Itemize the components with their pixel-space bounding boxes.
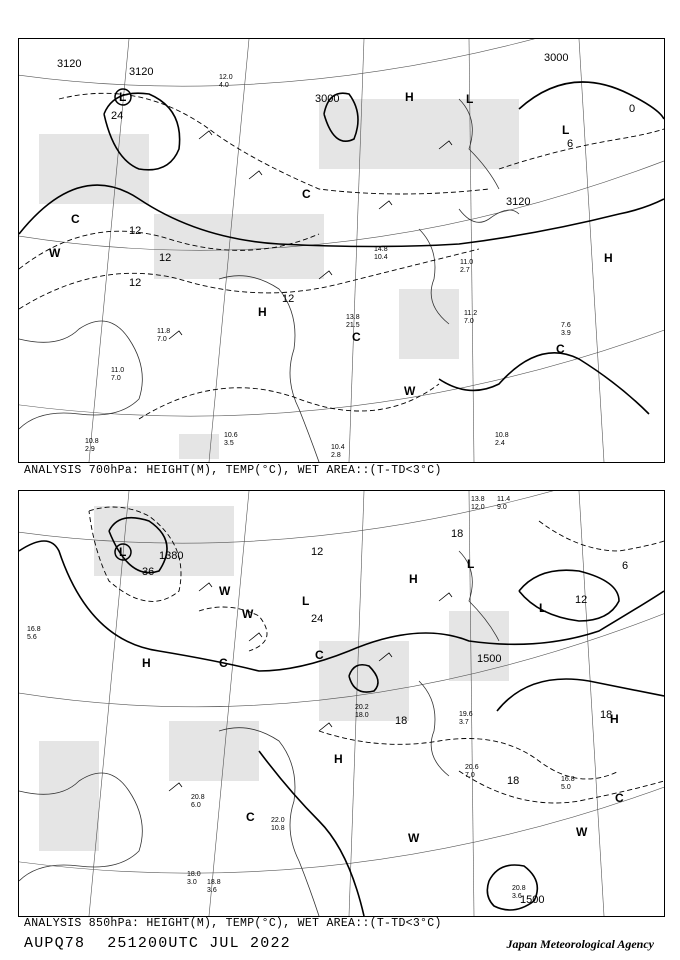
height-label: 3120 xyxy=(57,58,82,70)
warm-center-label: W xyxy=(404,384,416,398)
isotherm-label: 6 xyxy=(567,138,574,150)
cold-center-label: C xyxy=(246,810,255,824)
station-temp: 20.8 xyxy=(191,794,205,801)
station-dewpoint-depression: 3.6 xyxy=(207,887,217,894)
station-temp: 11.4 xyxy=(497,496,511,503)
isotherm-label: 6 xyxy=(622,560,629,572)
height-label: 3000 xyxy=(315,93,340,105)
isotherm-label: 36 xyxy=(142,566,155,578)
cold-center-label: C xyxy=(71,212,80,226)
low-center-label: L xyxy=(562,123,570,137)
station-temp: 11.0 xyxy=(111,367,125,374)
station-temp: 16.8 xyxy=(27,626,41,633)
warm-center-label: W xyxy=(49,246,61,260)
agency-name: Japan Meteorological Agency xyxy=(506,937,654,951)
isotherm-label: 24 xyxy=(111,110,124,122)
isotherm-label: 12 xyxy=(575,594,588,606)
station-temp: 11.0 xyxy=(460,259,474,266)
station-dewpoint-depression: 18.0 xyxy=(355,712,369,719)
station-temp: 20.6 xyxy=(465,764,479,771)
station-temp: 20.8 xyxy=(512,885,526,892)
low-center-label: L xyxy=(119,90,127,104)
low-center-label: L xyxy=(466,92,474,106)
station-temp: 7.6 xyxy=(561,322,571,329)
isotherm-label: 18 xyxy=(395,715,408,727)
isotherm-label: 12 xyxy=(159,252,172,264)
isotherm-label: 12 xyxy=(282,293,295,305)
station-temp: 20.2 xyxy=(355,704,369,711)
warm-center-label: W xyxy=(219,584,231,598)
high-center-label: H xyxy=(334,752,343,766)
cold-center-label: C xyxy=(615,791,624,805)
station-dewpoint-depression: 2.8 xyxy=(331,452,341,459)
wet-area xyxy=(399,289,459,359)
station-dewpoint-depression: 2.7 xyxy=(460,267,470,274)
station-temp: 11.8 xyxy=(157,328,171,335)
station-dewpoint-depression: 3.7 xyxy=(459,719,469,726)
isotherm-label: 12 xyxy=(129,277,142,289)
station-temp: 10.8 xyxy=(85,438,99,445)
wet-area xyxy=(319,99,519,169)
station-temp: 18.8 xyxy=(207,879,221,886)
station-dewpoint-depression: 3.9 xyxy=(561,330,571,337)
high-center-label: H xyxy=(142,656,151,670)
cold-center-label: C xyxy=(315,648,324,662)
station-dewpoint-depression: 21.5 xyxy=(346,322,360,329)
low-center-label: L xyxy=(302,594,310,608)
station-temp: 10.8 xyxy=(495,432,509,439)
isotherm-label: 18 xyxy=(451,528,464,540)
station-temp: 10.6 xyxy=(224,432,238,439)
station-dewpoint-depression: 2.4 xyxy=(495,440,505,447)
wet-area xyxy=(449,611,509,681)
wet-area xyxy=(154,214,324,279)
map-700hpa-caption: ANALYSIS 700hPa: HEIGHT(M), TEMP(°C), WET AREA::(T-TD<3°C) xyxy=(24,464,442,477)
high-center-label: H xyxy=(604,251,613,265)
low-center-label: L xyxy=(467,557,475,571)
station-dewpoint-depression: 3.5 xyxy=(224,440,234,447)
wet-area xyxy=(169,721,259,781)
station-dewpoint-depression: 6.0 xyxy=(191,802,201,809)
station-temp: 13.8 xyxy=(471,496,485,503)
high-center-label: H xyxy=(409,572,418,586)
height-label: 1500 xyxy=(477,653,502,665)
map-700hpa-svg xyxy=(19,39,664,462)
high-center-label: H xyxy=(258,305,267,319)
map-850hpa-svg xyxy=(19,491,664,916)
station-temp: 18.0 xyxy=(187,871,201,878)
station-dewpoint-depression: 5.6 xyxy=(27,634,37,641)
wet-area xyxy=(94,506,234,576)
station-dewpoint-depression: 7.0 xyxy=(464,318,474,325)
station-dewpoint-depression: 3.6 xyxy=(512,893,522,900)
warm-center-label: W xyxy=(242,607,254,621)
isotherm-label: 18 xyxy=(600,709,613,721)
isotherm-label: 24 xyxy=(311,613,324,625)
height-label: 3000 xyxy=(544,52,569,64)
low-center-label: L xyxy=(119,545,127,559)
station-temp: 22.0 xyxy=(271,817,285,824)
station-dewpoint-depression: 10.8 xyxy=(271,825,285,832)
height-label: 3120 xyxy=(506,196,531,208)
station-temp: 13.8 xyxy=(346,314,360,321)
high-center-label: H xyxy=(610,712,619,726)
chart-id: AUPQ78 xyxy=(24,935,86,952)
isotherm-label: 18 xyxy=(507,775,520,787)
station-temp: 19.6 xyxy=(459,711,473,718)
station-dewpoint-depression: 10.4 xyxy=(374,254,388,261)
warm-center-label: W xyxy=(408,831,420,845)
height-label: 1380 xyxy=(159,550,184,562)
station-dewpoint-depression: 12.0 xyxy=(471,504,485,511)
high-center-label: H xyxy=(405,90,414,104)
map-700hpa xyxy=(18,38,665,463)
station-temp: 16.8 xyxy=(561,776,575,783)
isotherm-label: 12 xyxy=(129,225,142,237)
cold-center-label: C xyxy=(556,342,565,356)
isotherm-label: 12 xyxy=(311,546,324,558)
map-850hpa-caption: ANALYSIS 850hPa: HEIGHT(M), TEMP(°C), WET AREA::(T-TD<3°C) xyxy=(24,917,442,930)
cold-center-label: C xyxy=(302,187,311,201)
height-label: 1500 xyxy=(520,894,545,906)
valid-time: 251200UTC JUL 2022 xyxy=(107,935,291,952)
station-dewpoint-depression: 3.0 xyxy=(187,879,197,886)
station-dewpoint-depression: 4.0 xyxy=(219,82,229,89)
wet-area xyxy=(39,134,149,204)
station-dewpoint-depression: 7.0 xyxy=(465,772,475,779)
chart-footer xyxy=(24,935,291,952)
station-temp: 14.8 xyxy=(374,246,388,253)
station-dewpoint-depression: 7.0 xyxy=(111,375,121,382)
height-label: 3120 xyxy=(129,66,154,78)
station-dewpoint-depression: 7.0 xyxy=(157,336,167,343)
low-center-label: L xyxy=(539,601,547,615)
warm-center-label: W xyxy=(576,825,588,839)
station-dewpoint-depression: 2.9 xyxy=(85,446,95,453)
isotherm-label: 0 xyxy=(629,103,636,115)
station-temp: 11.2 xyxy=(464,310,478,317)
wet-area xyxy=(179,434,219,459)
station-dewpoint-depression: 5.0 xyxy=(561,784,571,791)
station-dewpoint-depression: 9.0 xyxy=(497,504,507,511)
cold-center-label: C xyxy=(352,330,361,344)
cold-center-label: C xyxy=(219,656,228,670)
station-temp: 12.0 xyxy=(219,74,233,81)
wet-area xyxy=(39,741,99,851)
station-temp: 10.4 xyxy=(331,444,345,451)
map-850hpa xyxy=(18,490,665,917)
